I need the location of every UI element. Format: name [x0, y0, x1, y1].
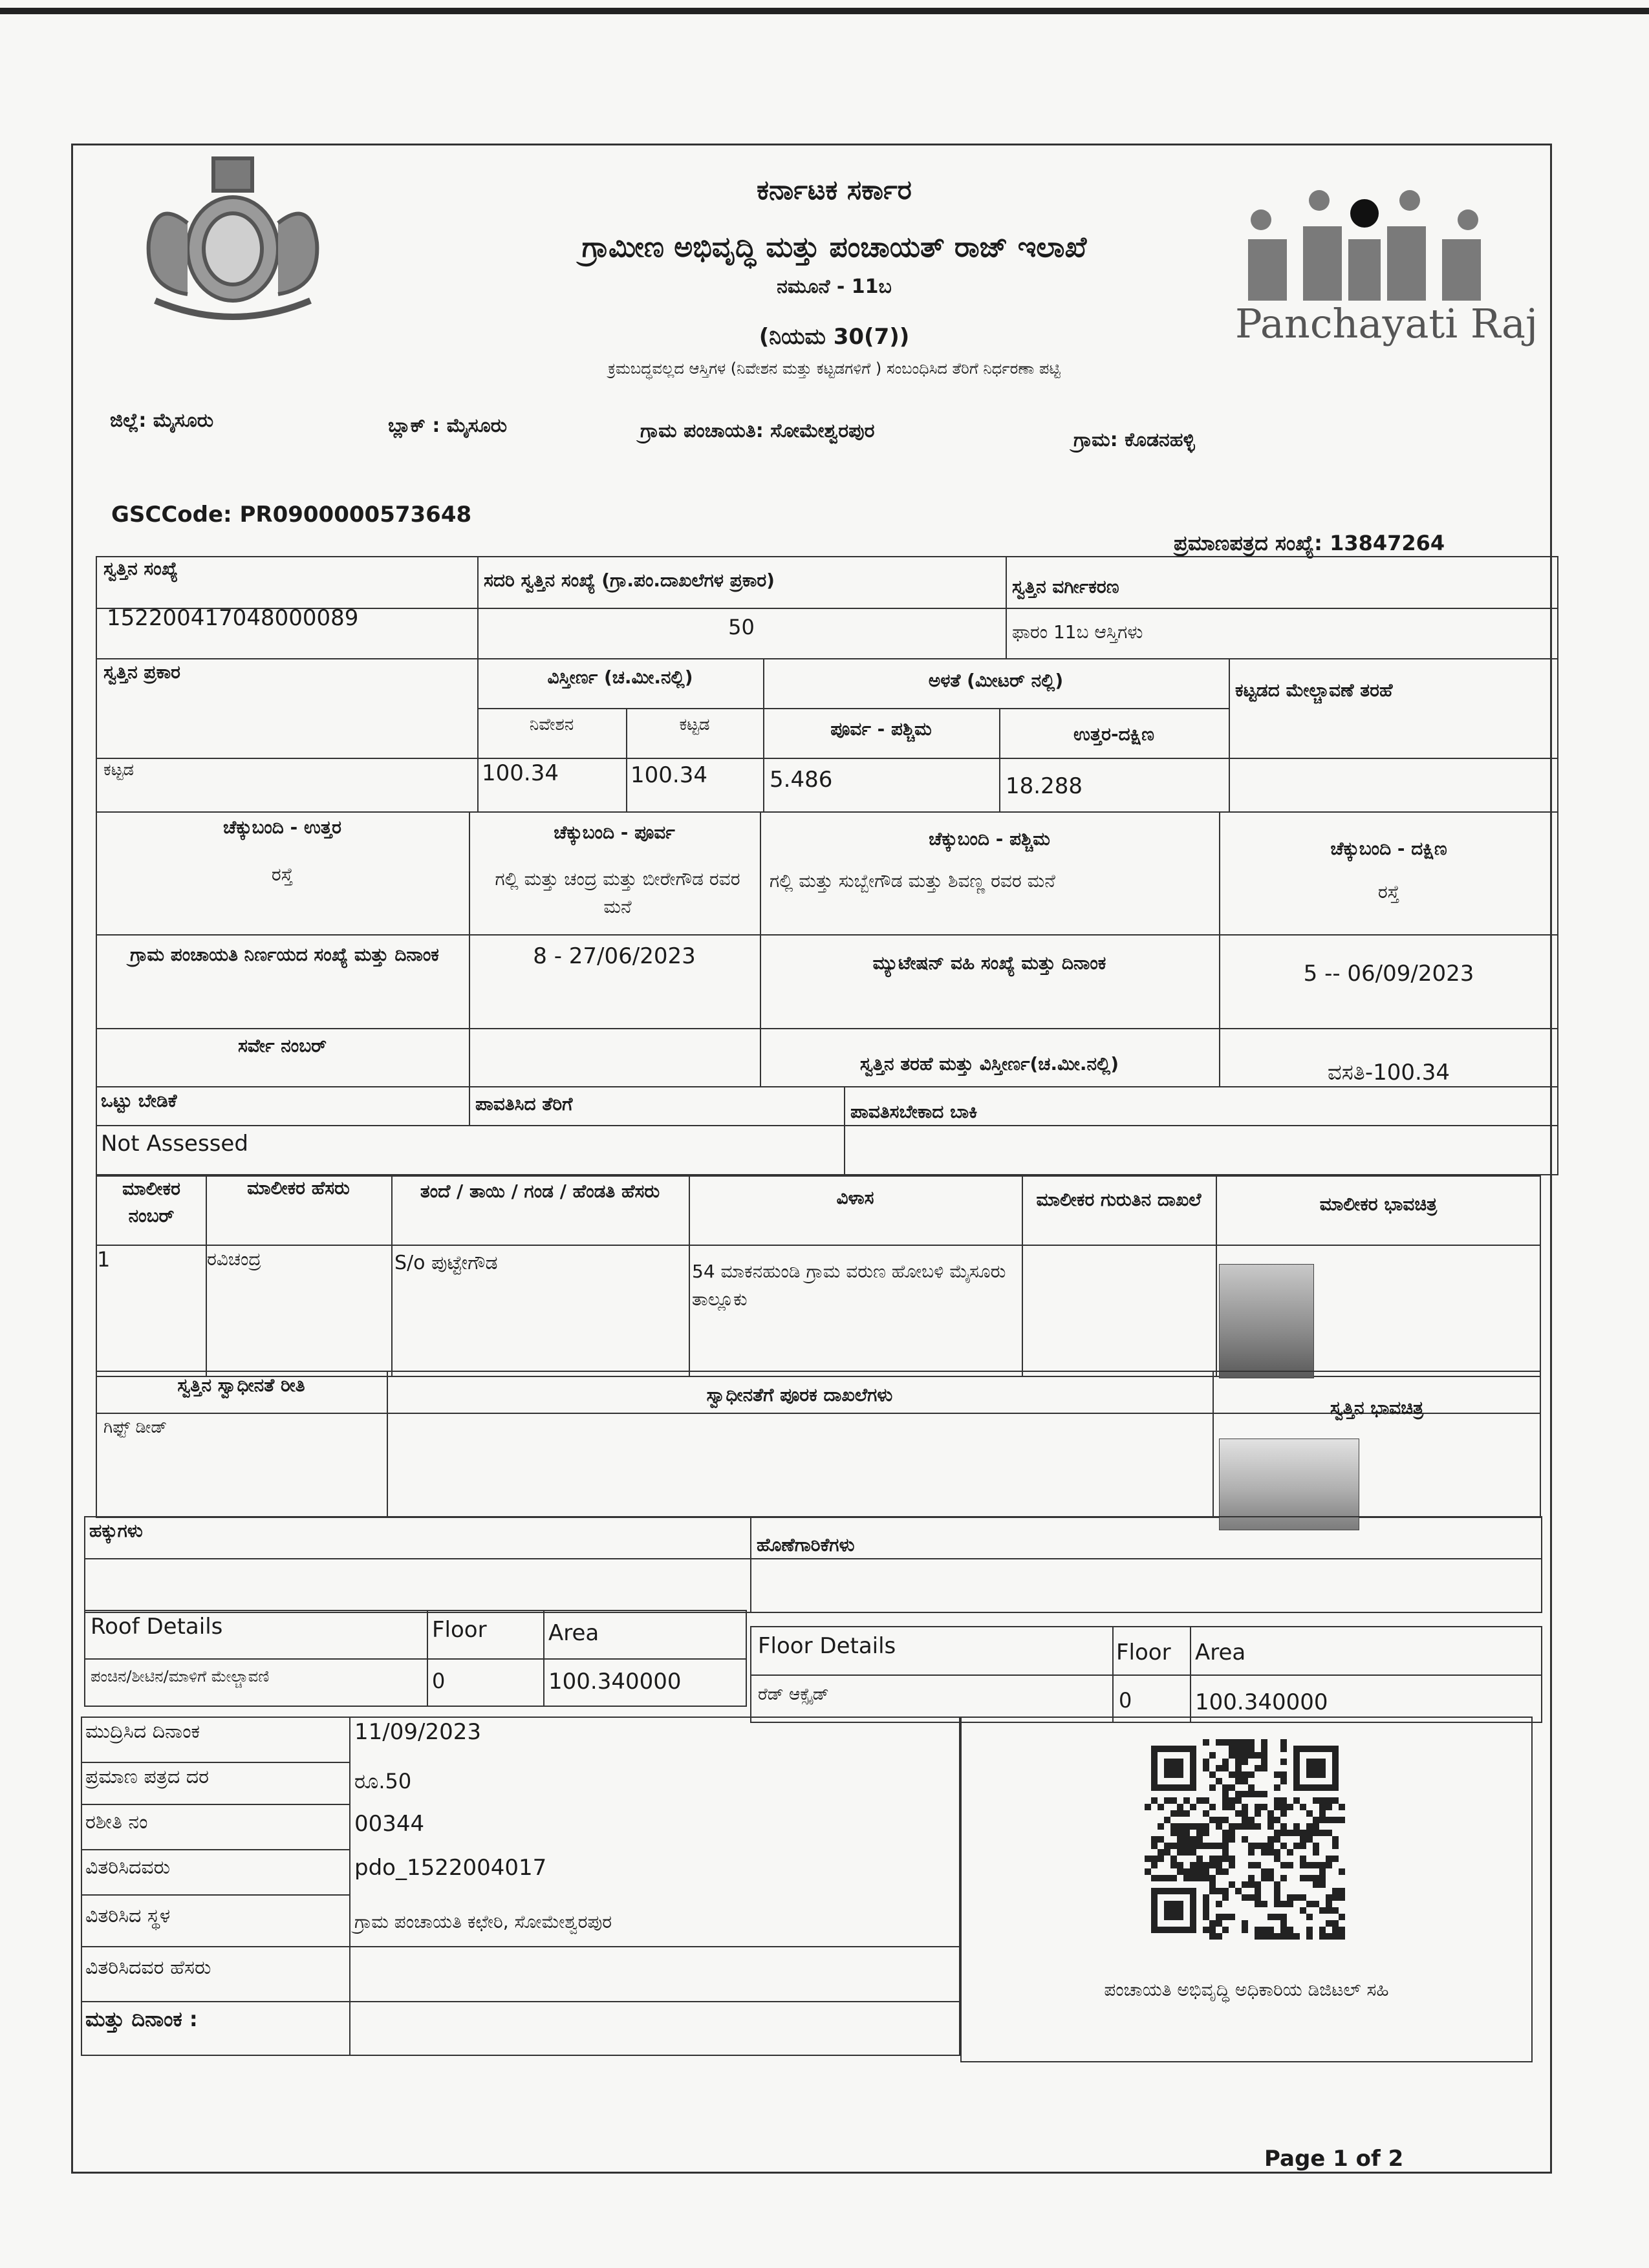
roof-type-value: ಪಂಚಿನ/ಶೀಟಿನ/ಮಾಳಿಗೆ ಮೇಲ್ಚಾವಣಿ — [91, 1667, 270, 1685]
govt-title: ಕರ್ನಾಟಕ ಸರ್ಕಾರ — [757, 174, 912, 206]
owner-no-value: 1 — [97, 1247, 111, 1272]
site-area-value: 100.34 — [482, 760, 559, 786]
rights-liabilities-table — [84, 1516, 1542, 1613]
department-title: ಗ್ರಾಮೀಣ ಅಭಿವೃದ್ಧಿ ಮತ್ತು ಪಂಚಾಯತ್ ರಾಜ್ ಇಲಾಖೆ — [581, 231, 1087, 264]
type-area-value: ವಸತಿ-100.34 — [1327, 1060, 1450, 1086]
west-boundary-value: ಗಲ್ಲಿ ಮತ್ತು ಸುಬ್ಬೇಗೌಡ ಮತ್ತು ಶಿವಣ್ಣ ರವರ ಮನೆ — [770, 870, 1055, 892]
owner-name-value: ರವಿಚಂದ್ರ — [207, 1248, 261, 1270]
property-type-value: ಕಟ್ಟಡ — [103, 760, 135, 780]
total-demand-label: ಒಟ್ಟು ಬೇಡಿಕೆ — [101, 1090, 177, 1111]
gsc-code: GSCCode: PR0900000573648 — [111, 502, 472, 528]
mutation-value: 5 -- 06/09/2023 — [1303, 961, 1474, 987]
classification-value: ಫಾರಂ 11ಬ ಆಸ್ತಿಗಳು — [1012, 621, 1143, 643]
scan-top-edge — [0, 8, 1649, 14]
total-demand-value: Not Assessed — [101, 1131, 248, 1157]
mutation-label: ಮ್ಯುಟೇಷನ್ ವಹಿ ಸಂಖ್ಯೆ ಮತ್ತು ದಿನಾಂಕ — [872, 952, 1106, 974]
gram-panchayat: ಗ್ರಾಮ ಪಂಚಾಯತಿ: ಸೋಮೇಶ್ವರಪುರ — [640, 420, 875, 442]
ref-no-value: 50 — [728, 615, 755, 639]
issue-place-label: ವಿತರಿಸಿದ ಸ್ಥಳ — [85, 1905, 171, 1927]
issuer-label: ವಿತರಿಸಿದವರು — [85, 1856, 171, 1879]
printed-date-label: ಮುದ್ರಿಸಿದ ದಿನಾಂಕ — [85, 1720, 200, 1743]
panchayati-raj-logo-text: Panchayati Raj — [1235, 300, 1538, 347]
rule-number: (ನಿಯಮ 30(7)) — [759, 324, 910, 350]
block: ಬ್ಲಾಕ್ : ಮೈಸೂರು — [388, 414, 508, 437]
panchayati-raj-logo-icon — [1242, 181, 1487, 310]
survey-label: ಸರ್ವೇ ನಂಬರ್ — [237, 1035, 327, 1056]
issue-date-label: ಮತ್ತು ದಿನಾಂಕ : — [85, 2007, 198, 2031]
form-number: ನಮೂನೆ - 11ಬ — [777, 275, 892, 298]
property-photo-label: ಸ್ವತ್ತಿನ ಭಾವಚಿತ್ರ — [1330, 1397, 1424, 1418]
supporting-docs-label: ಸ್ವಾಧೀನತೆಗೆ ಪೂರಕ ದಾಖಲೆಗಳು — [706, 1384, 893, 1406]
roof-area-label: Area — [548, 1620, 599, 1646]
tax-due-label: ಪಾವತಿಸಬೇಕಾದ ಬಾಕಿ — [850, 1101, 978, 1122]
north-south-label: ಉತ್ತರ-ದಕ್ಷಿಣ — [1073, 723, 1154, 745]
certificate-number: ಪ್ರಮಾಣಪತ್ರದ ಸಂಖ್ಯೆ: 13847264 — [1174, 531, 1445, 555]
roof-area-value: 100.340000 — [548, 1669, 682, 1695]
area-label: ವಿಸ್ತೀರ್ಣ (ಚ.ಮೀ.ನಲ್ಲಿ) — [547, 667, 693, 688]
gp-resolution-label: ಗ್ರಾಮ ಪಂಚಾಯತಿ ನಿರ್ಣಯದ ಸಂಖ್ಯೆ ಮತ್ತು ದಿನಾಂಕ — [130, 944, 439, 965]
property-no-label: ಸ್ವತ್ತಿನ ಸಂಖ್ಯೆ — [103, 558, 178, 579]
issue-place-value: ಗ್ರಾಮ ಪಂಚಾಯತಿ ಕಛೇರಿ, ಸೋಮೇಶ್ವರಪುರ — [354, 1911, 612, 1932]
owner-name-label: ಮಾಲೀಕರ ಹೆಸರು — [247, 1177, 350, 1199]
building-label: ಕಟ್ಟಡ — [679, 715, 710, 734]
east-boundary-label: ಚೆಕ್ಕುಬಂದಿ - ಪೂರ್ವ — [554, 822, 675, 843]
building-area-value: 100.34 — [630, 762, 707, 788]
district: ಜಿಲ್ಲೆ: ಮೈಸೂರು — [110, 409, 214, 432]
north-south-value: 18.288 — [1006, 773, 1083, 799]
certificate-fee-label: ಪ್ರಮಾಣ ಪತ್ರದ ದರ — [85, 1766, 210, 1788]
west-boundary-label: ಚೆಕ್ಕುಬಂದಿ - ಪಶ್ಚಿಮ — [929, 828, 1050, 850]
owner-photo — [1219, 1264, 1314, 1378]
relation-name-value: S/o ಪುಟ್ಟೇಗೌಡ — [394, 1252, 498, 1274]
document-subtitle: ಕ್ರಮಬದ್ಧವಲ್ಲದ ಆಸ್ತಿಗಳ (ನಿವೇಶನ ಮತ್ತು ಕಟ್ಟಡಗಳಿಗೆ ) ಸಂಬಂಧಿಸಿದ ತೆರಿಗೆ ನಿರ್ಧರಣಾ ಪಟ್ಟಿ — [608, 359, 1061, 378]
type-area-label: ಸ್ವತ್ತಿನ ತರಹೆ ಮತ್ತು ವಿಸ್ತೀರ್ಣ(ಚ.ಮೀ.ನಲ್ಲಿ) — [859, 1053, 1119, 1075]
roof-type-label: ಕಟ್ಟಡದ ಮೇಲ್ಚಾವಣೆ ತರಹೆ — [1235, 679, 1393, 701]
relation-name-label: ತಂದೆ / ತಾಯಿ / ಗಂಡ / ಹೆಂಡತಿ ಹೆಸರು — [420, 1181, 660, 1202]
tax-paid-label: ಪಾವತಿಸಿದ ತೆರಿಗೆ — [475, 1093, 573, 1115]
floor-floor-value: 0 — [1119, 1688, 1132, 1713]
site-label: ನಿವೇಶನ — [529, 715, 574, 734]
page-number: Page 1 of 2 — [1264, 2146, 1404, 2172]
south-boundary-label: ಚೆಕ್ಕುಬಂದಿ - ದಕ್ಷಿಣ — [1330, 838, 1447, 859]
east-west-label: ಪೂರ್ವ - ಪಶ್ಚಿಮ — [830, 718, 932, 740]
address-value: 54 ಮಾಕನಹುಂಡಿ ಗ್ರಾಮ ವರುಣ ಹೋಬಳಿ ಮೈಸೂರು ತಾಲ್ಲೂಕು — [692, 1261, 1006, 1311]
roof-floor-label: Floor — [432, 1617, 487, 1643]
issuer-value: pdo_1522004017 — [354, 1855, 547, 1881]
north-boundary-value: ರಸ್ತೆ — [271, 864, 294, 885]
owner-photo-label: ಮಾಲೀಕರ ಭಾವಚಿತ್ರ — [1319, 1193, 1438, 1215]
east-west-value: 5.486 — [770, 767, 833, 793]
printed-date-value: 11/09/2023 — [354, 1719, 481, 1745]
roof-details-title: Roof Details — [91, 1614, 223, 1640]
rights-label: ಹಕ್ಕುಗಳು — [89, 1520, 143, 1541]
owner-no-label: ಮಾಲೀಕರ ನಂಬರ್ — [122, 1178, 180, 1226]
acquisition-method-label: ಸ್ವತ್ತಿನ ಸ್ವಾಧೀನತೆ ರೀತಿ — [177, 1375, 305, 1396]
floor-area-label: Area — [1195, 1640, 1246, 1665]
issuer-name-label: ವಿತರಿಸಿದವರ ಹೆಸರು — [85, 1956, 211, 1979]
karnataka-emblem-icon — [116, 145, 349, 339]
gp-resolution-value: 8 - 27/06/2023 — [533, 943, 696, 969]
liabilities-label: ಹೊಣೆಗಾರಿಕೆಗಳು — [757, 1534, 855, 1556]
floor-details-title: Floor Details — [758, 1633, 896, 1659]
receipt-no-label: ರಶೀತಿ ನಂ — [85, 1811, 148, 1834]
digital-signature-label: ಪಂಚಾಯತಿ ಅಭಿವೃದ್ಧಿ ಅಧಿಕಾರಿಯ ಡಿಜಿಟಲ್ ಸಹಿ — [1104, 1979, 1389, 2000]
north-boundary-label: ಚೆಕ್ಕುಬಂದಿ - ಉತ್ತರ — [223, 817, 341, 838]
property-type-label: ಸ್ವತ್ತಿನ ಪ್ರಕಾರ — [103, 661, 180, 683]
dimension-label: ಅಳತೆ (ಮೀಟರ್ ನಲ್ಲಿ) — [928, 670, 1064, 691]
south-boundary-value: ರಸ್ತೆ — [1377, 881, 1400, 903]
roof-floor-value: 0 — [432, 1669, 446, 1693]
ref-no-label: ಸದರಿ ಸ್ವತ್ತಿನ ಸಂಖ್ಯೆ (ಗ್ರಾ.ಪಂ.ದಾಖಲೆಗಳ ಪ್ರಕಾರ) — [484, 570, 775, 591]
floor-floor-label: Floor — [1116, 1640, 1171, 1665]
address-label: ವಿಳಾಸ — [836, 1187, 874, 1208]
owner-id-label: ಮಾಲೀಕರ ಗುರುತಿನ ದಾಖಲೆ — [1036, 1189, 1202, 1210]
qr-code-icon — [1145, 1739, 1345, 1940]
property-no-value: 152200417048000089 — [107, 605, 359, 631]
classification-label: ಸ್ವತ್ತಿನ ವರ್ಗೀಕರಣ — [1012, 576, 1119, 597]
floor-type-value: ರೆಡ್ ಆಕ್ಸೈಡ್ — [758, 1685, 829, 1704]
receipt-no-value: 00344 — [354, 1811, 425, 1837]
certificate-fee-value: ರೂ.50 — [354, 1769, 412, 1793]
east-boundary-value: ಗಲ್ಲಿ ಮತ್ತು ಚಂದ್ರ ಮತ್ತು ಬೀರೇಗೌಡ ರವರ ಮನೆ — [495, 868, 740, 918]
floor-area-value: 100.340000 — [1195, 1689, 1328, 1715]
issue-table — [81, 1717, 960, 2056]
village: ಗ್ರಾಮ: ಕೊಡನಹಳ್ಳಿ — [1073, 429, 1195, 451]
acquisition-method-value: ಗಿಫ್ಟ್ ಡೀಡ್ — [103, 1418, 167, 1437]
